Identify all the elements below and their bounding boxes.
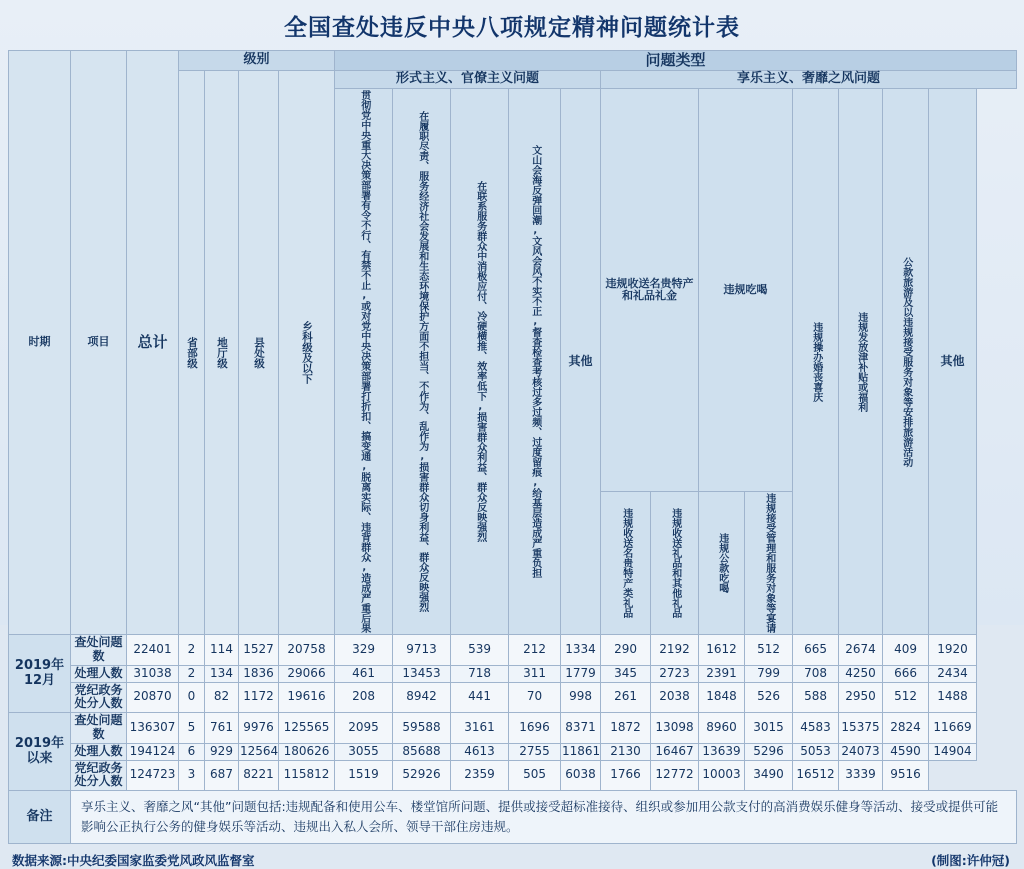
cell: 345 xyxy=(601,665,651,682)
cell: 666 xyxy=(883,665,929,682)
cell: 114 xyxy=(205,635,239,666)
cell: 8371 xyxy=(561,713,601,744)
cell: 11669 xyxy=(929,713,977,744)
row-item-name: 党纪政务处分人数 xyxy=(71,682,127,713)
cell: 29066 xyxy=(279,665,335,682)
cell: 2824 xyxy=(883,713,929,744)
cell: 15375 xyxy=(839,713,883,744)
cell: 1920 xyxy=(929,635,977,666)
cell: 5 xyxy=(179,713,205,744)
footnote-text: 享乐主义、奢靡之风“其他”问题包括:违规配备和使用公车、楼堂馆所问题、提供或接受超标准接待、组织或参加用公款支付的高消费娱乐健身等活动、接受或提供可能影响公正执行公务的健身娱乐等活动、违规出入私人会所、领导干部住房违规。 xyxy=(71,791,1017,844)
credit: (制图:许仲冠) xyxy=(931,853,1010,869)
cell: 82 xyxy=(205,682,239,713)
row-item-name: 查处问题数 xyxy=(71,635,127,666)
footnote-row xyxy=(9,791,1017,844)
cell: 998 xyxy=(561,682,601,713)
cell: 2723 xyxy=(651,665,699,682)
cell: 8960 xyxy=(699,713,745,744)
header-project: 项目 xyxy=(71,51,127,635)
header-hedonism-eat: 违规吃喝 xyxy=(699,89,793,492)
cell: 12564 xyxy=(239,743,279,760)
cell: 85688 xyxy=(393,743,451,760)
cell: 1836 xyxy=(239,665,279,682)
cell: 3161 xyxy=(451,713,509,744)
row-item-name: 处理人数 xyxy=(71,665,127,682)
cell: 761 xyxy=(205,713,239,744)
cell: 5053 xyxy=(793,743,839,760)
cell: 52926 xyxy=(393,760,451,791)
cell: 4250 xyxy=(839,665,883,682)
header-formalism-group: 形式主义、官僚主义问题 xyxy=(335,71,601,89)
cell: 512 xyxy=(883,682,929,713)
cell: 13098 xyxy=(651,713,699,744)
footnote-label: 备注 xyxy=(9,791,71,844)
row-item-name: 查处问题数 xyxy=(71,713,127,744)
header-hedonism-banquet: 违规操办婚丧喜庆 xyxy=(793,89,839,635)
cell: 8221 xyxy=(239,760,279,791)
header-hedonism-gift: 违规收送名贵特产和礼品礼金 xyxy=(601,89,699,492)
cell: 526 xyxy=(745,682,793,713)
cell: 441 xyxy=(451,682,509,713)
cell: 1779 xyxy=(561,665,601,682)
cell: 929 xyxy=(205,743,239,760)
header-level-township: 乡科级及以下 xyxy=(279,71,335,635)
cell: 3339 xyxy=(839,760,883,791)
cell: 1848 xyxy=(699,682,745,713)
cell: 115812 xyxy=(279,760,335,791)
header-gift-sub-1: 违规收送名贵特产类礼品 xyxy=(601,492,651,635)
cell: 718 xyxy=(451,665,509,682)
cell: 124723 xyxy=(127,760,179,791)
cell: 1527 xyxy=(239,635,279,666)
cell: 1488 xyxy=(929,682,977,713)
cell: 588 xyxy=(793,682,839,713)
header-level-provincial: 省部级 xyxy=(179,71,205,635)
cell: 2391 xyxy=(699,665,745,682)
cell: 687 xyxy=(205,760,239,791)
cell: 9516 xyxy=(883,760,929,791)
cell: 1172 xyxy=(239,682,279,713)
cell: 11861 xyxy=(561,743,601,760)
row-period-1: 2019年以来 xyxy=(9,713,71,791)
cell: 16512 xyxy=(793,760,839,791)
cell: 180626 xyxy=(279,743,335,760)
header-eat-sub-2: 违规接受管理和服务对象等宴请 xyxy=(745,492,793,635)
cell: 6 xyxy=(179,743,205,760)
cell: 1519 xyxy=(335,760,393,791)
header-eat-sub-1: 违规公款吃喝 xyxy=(699,492,745,635)
table-row xyxy=(9,713,1017,744)
header-formalism-col-2: 在履职尽责、服务经济社会发展和生态环境保护方面不担当、不作为、乱作为,损害群众切身利益、群众反映强烈 xyxy=(393,89,451,635)
cell: 1696 xyxy=(509,713,561,744)
cell: 2434 xyxy=(929,665,977,682)
header-gift-sub-2: 违规收送礼品和其他礼品 xyxy=(651,492,699,635)
statistics-table xyxy=(8,50,1017,844)
header-hedonism-other: 其他 xyxy=(929,89,977,635)
cell: 136307 xyxy=(127,713,179,744)
table-row xyxy=(9,635,1017,666)
cell: 1334 xyxy=(561,635,601,666)
header-formalism-col-1: 贯彻党中央重大决策部署有令不行、有禁不止,或对党中央决策部署打折扣、搞变通,脱离实际、违背群众,造成严重后果 xyxy=(335,89,393,635)
table-row xyxy=(9,665,1017,682)
cell: 409 xyxy=(883,635,929,666)
cell: 261 xyxy=(601,682,651,713)
cell: 134 xyxy=(205,665,239,682)
table-row xyxy=(9,743,1017,760)
cell: 539 xyxy=(451,635,509,666)
cell: 22401 xyxy=(127,635,179,666)
sheet-footer xyxy=(8,844,1016,869)
cell: 665 xyxy=(793,635,839,666)
cell: 212 xyxy=(509,635,561,666)
table-row xyxy=(9,760,1017,791)
cell: 13639 xyxy=(699,743,745,760)
header-problem-type-group: 问题类型 xyxy=(335,51,1017,71)
cell: 59588 xyxy=(393,713,451,744)
header-row-1 xyxy=(9,51,1017,71)
header-total: 总计 xyxy=(127,51,179,635)
cell: 1872 xyxy=(601,713,651,744)
cell: 3490 xyxy=(745,760,793,791)
header-level-county: 县处级 xyxy=(239,71,279,635)
row-period-0: 2019年12月 xyxy=(9,635,71,713)
cell: 8942 xyxy=(393,682,451,713)
cell: 708 xyxy=(793,665,839,682)
cell: 4590 xyxy=(883,743,929,760)
cell: 10003 xyxy=(699,760,745,791)
header-formalism-col-other: 其他 xyxy=(561,89,601,635)
cell: 2755 xyxy=(509,743,561,760)
table-row xyxy=(9,682,1017,713)
cell: 194124 xyxy=(127,743,179,760)
header-level-prefecture: 地厅级 xyxy=(205,71,239,635)
cell: 2 xyxy=(179,635,205,666)
cell: 9976 xyxy=(239,713,279,744)
cell: 14904 xyxy=(929,743,977,760)
cell: 208 xyxy=(335,682,393,713)
cell: 311 xyxy=(509,665,561,682)
page-title: 全国查处违反中央八项规定精神问题统计表 xyxy=(284,15,740,41)
cell: 4613 xyxy=(451,743,509,760)
cell: 4583 xyxy=(793,713,839,744)
cell: 512 xyxy=(745,635,793,666)
cell: 5296 xyxy=(745,743,793,760)
cell: 2359 xyxy=(451,760,509,791)
cell: 0 xyxy=(179,682,205,713)
cell: 12772 xyxy=(651,760,699,791)
cell: 3 xyxy=(179,760,205,791)
cell: 20758 xyxy=(279,635,335,666)
cell: 6038 xyxy=(561,760,601,791)
row-item-name: 处理人数 xyxy=(71,743,127,760)
cell: 2674 xyxy=(839,635,883,666)
cell: 1766 xyxy=(601,760,651,791)
cell: 505 xyxy=(509,760,561,791)
cell: 2130 xyxy=(601,743,651,760)
cell: 20870 xyxy=(127,682,179,713)
cell: 2038 xyxy=(651,682,699,713)
cell: 1612 xyxy=(699,635,745,666)
cell: 9713 xyxy=(393,635,451,666)
cell: 3055 xyxy=(335,743,393,760)
header-level-group: 级别 xyxy=(179,51,335,71)
row-item-name: 党纪政务处分人数 xyxy=(71,760,127,791)
cell: 2 xyxy=(179,665,205,682)
cell: 16467 xyxy=(651,743,699,760)
cell: 31038 xyxy=(127,665,179,682)
cell: 70 xyxy=(509,682,561,713)
header-formalism-col-4: 文山会海反弹回潮,文风会风不实不正,督查检查考核过多过频、过度留痕,给基层造成严重负担 xyxy=(509,89,561,635)
cell: 2192 xyxy=(651,635,699,666)
cell: 329 xyxy=(335,635,393,666)
cell: 24073 xyxy=(839,743,883,760)
header-period: 时期 xyxy=(9,51,71,635)
data-source: 数据来源:中央纪委国家监委党风政风监督室 xyxy=(12,853,255,869)
cell: 290 xyxy=(601,635,651,666)
cell: 13453 xyxy=(393,665,451,682)
header-formalism-col-3: 在联系服务群众中消极应付、冷硬横推、效率低下,损害群众利益、群众反映强烈 xyxy=(451,89,509,635)
cell: 2950 xyxy=(839,682,883,713)
cell: 461 xyxy=(335,665,393,682)
cell: 2095 xyxy=(335,713,393,744)
header-hedonism-travel: 公款旅游及以违规接受服务对象等安排旅游活动 xyxy=(883,89,929,635)
cell: 19616 xyxy=(279,682,335,713)
header-hedonism-subsidy: 违规发放津补贴或福利 xyxy=(839,89,883,635)
cell: 125565 xyxy=(279,713,335,744)
cell: 3015 xyxy=(745,713,793,744)
header-hedonism-group: 享乐主义、奢靡之风问题 xyxy=(601,71,1017,89)
cell: 799 xyxy=(745,665,793,682)
